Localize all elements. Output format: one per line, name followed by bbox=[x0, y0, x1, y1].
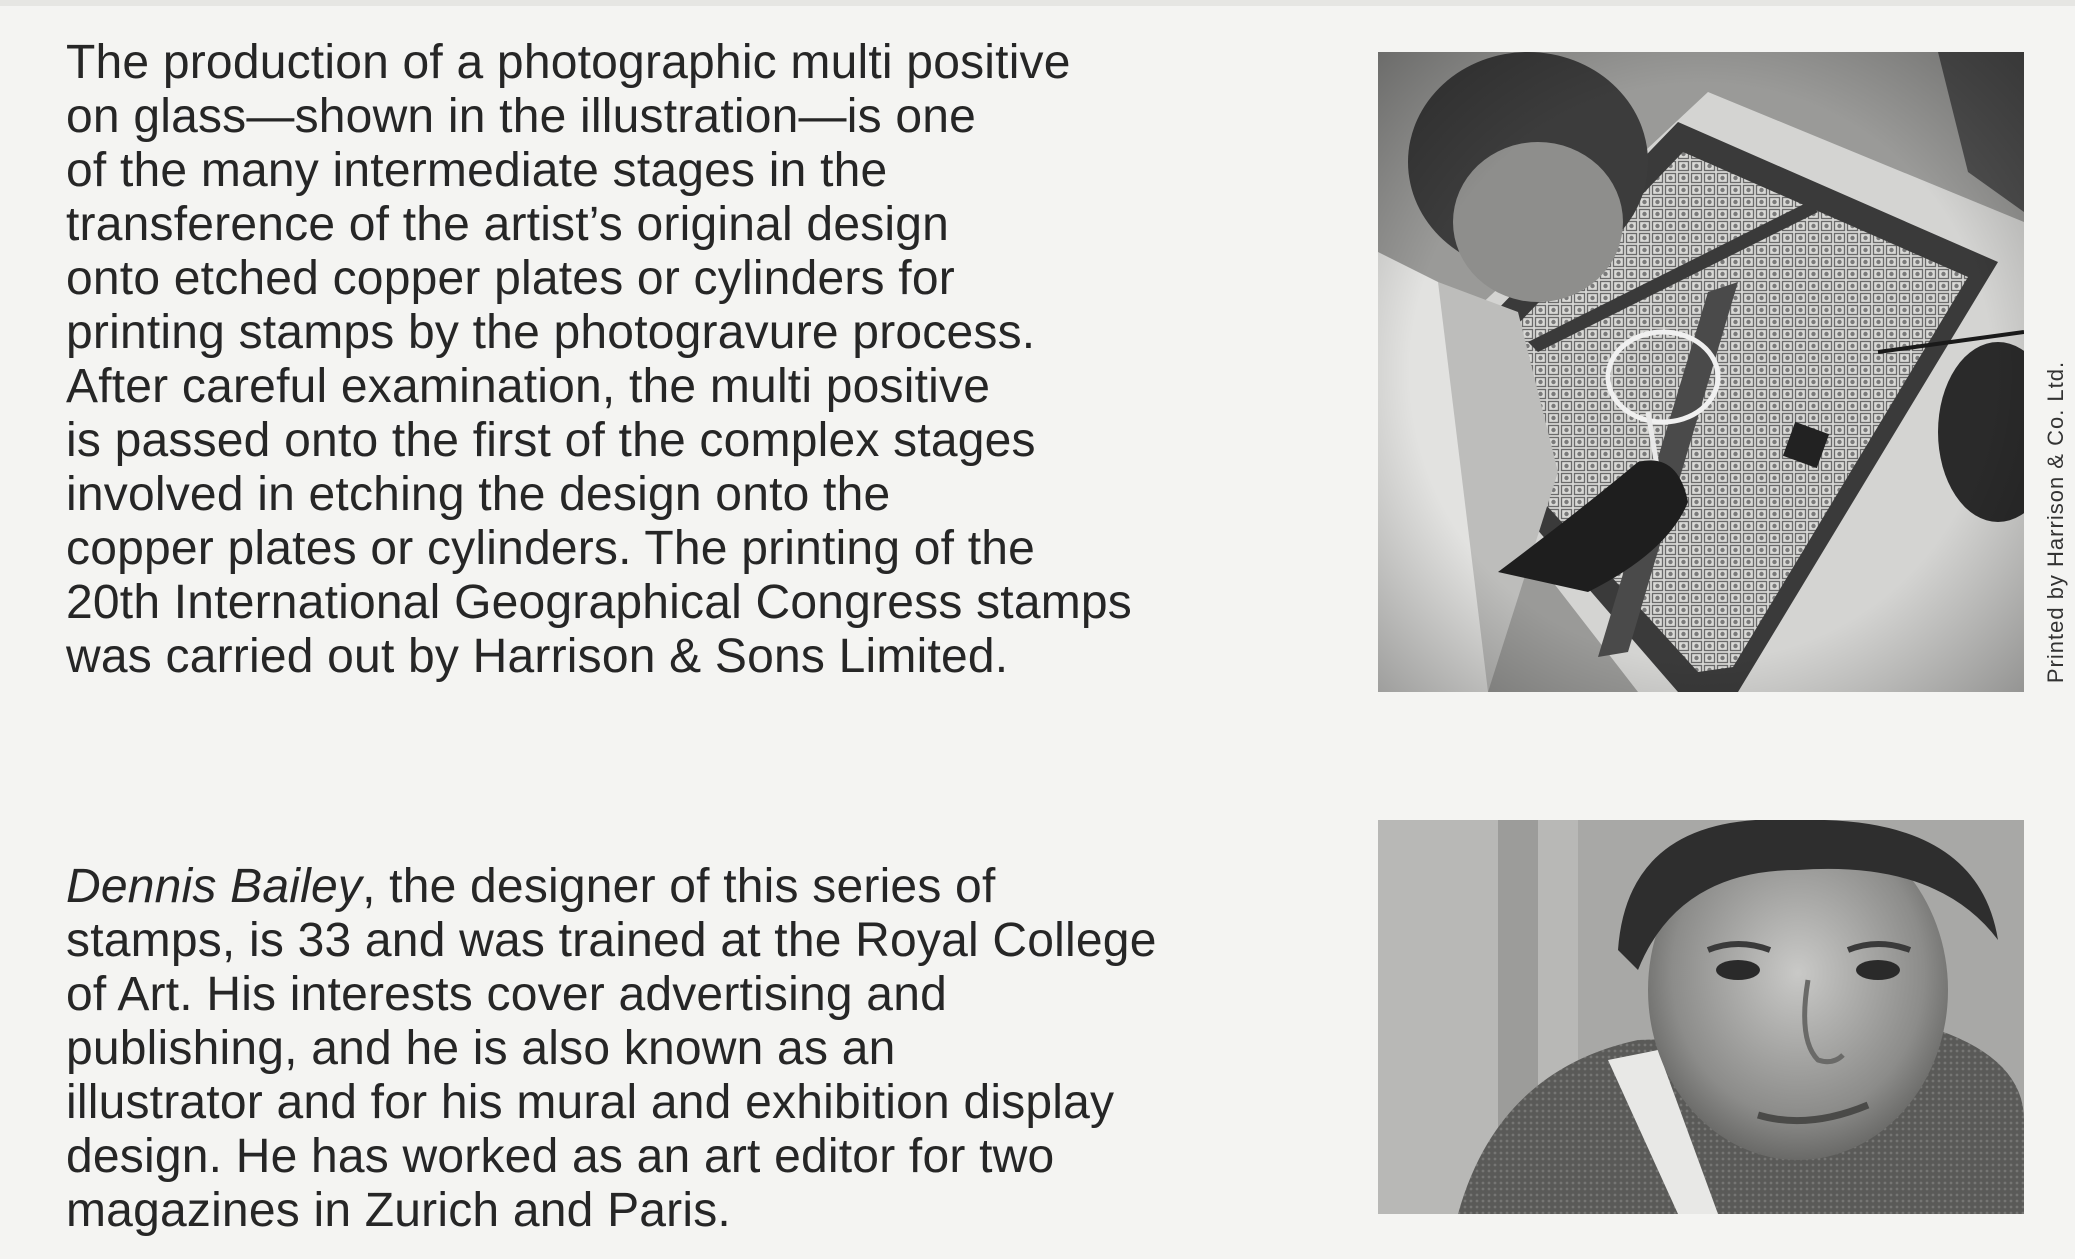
process-line: printing stamps by the photogravure process. bbox=[66, 306, 1036, 359]
printer-credit: Printed by Harrison & Co. Ltd. bbox=[2043, 360, 2068, 684]
designer-line: magazines in Zurich and Paris. bbox=[66, 1184, 731, 1237]
designer-line: illustrator and for his mural and exhibition display bbox=[66, 1076, 1115, 1129]
designer-biography bbox=[66, 860, 1157, 1238]
process-line: copper plates or cylinders. The printing of the bbox=[66, 522, 1036, 575]
process-line: was carried out by Harrison & Sons Limited. bbox=[66, 630, 1009, 683]
designer-first-line bbox=[66, 860, 1157, 914]
designer-portrait-photo bbox=[1378, 820, 2024, 1214]
process-line: is passed onto the first of the complex stages bbox=[66, 414, 1036, 467]
process-line: 20th International Geographical Congress stamps bbox=[66, 576, 1133, 629]
process-line: onto etched copper plates or cylinders for bbox=[66, 252, 955, 305]
designer-line: design. He has worked as an art editor for two bbox=[66, 1130, 1055, 1183]
process-line: transference of the artist’s original design bbox=[66, 198, 950, 251]
multi-positive-photo bbox=[1378, 52, 2024, 692]
designer-first-line-rest: , the designer of this series of bbox=[362, 860, 996, 913]
designer-name: Dennis Bailey bbox=[66, 860, 363, 913]
process-description bbox=[66, 36, 1132, 684]
designer-portrait-graphic bbox=[1378, 820, 2024, 1214]
multi-positive-photo-graphic bbox=[1378, 52, 2024, 692]
process-line: The production of a photographic multi positive bbox=[66, 36, 1071, 89]
process-line: of the many intermediate stages in the bbox=[66, 144, 888, 197]
designer-line: of Art. His interests cover advertising and bbox=[66, 968, 947, 1021]
process-line: After careful examination, the multi positive bbox=[66, 360, 991, 413]
card-top-edge bbox=[0, 0, 2075, 6]
process-line: on glass—shown in the illustration—is one bbox=[66, 90, 977, 143]
process-line: involved in etching the design onto the bbox=[66, 468, 891, 521]
designer-line: publishing, and he is also known as an bbox=[66, 1022, 896, 1075]
designer-line: stamps, is 33 and was trained at the Royal College bbox=[66, 914, 1157, 967]
